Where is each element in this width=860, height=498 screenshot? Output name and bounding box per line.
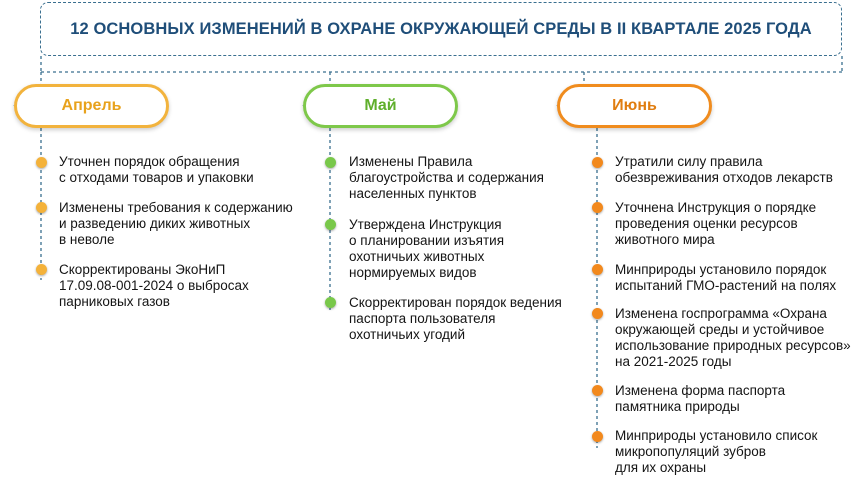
bullet-dot (592, 308, 603, 319)
bullet-dot (36, 157, 47, 168)
month-label-april: Апрель (61, 97, 122, 114)
june-item-5: Изменена форма паспорта памятника природы (615, 383, 786, 414)
may-item-1: Изменены Правила благоустройства и содержания населенных пунктов (349, 154, 544, 201)
bullet-dot (592, 385, 603, 396)
month-pill-april (14, 84, 169, 128)
bullet-dot (325, 219, 336, 230)
april-item-3: Скорректированы ЭкоНиП 17.09.08-001-2024 о выбросах парниковых газов (59, 262, 249, 309)
bullet-dot (592, 431, 603, 442)
month-label-may: Май (364, 97, 397, 114)
title-box (40, 2, 842, 56)
june-item-4: Изменена госпрограмма «Охрана окружающей среды и устойчивое использование природных ресурсов» на 2021-2025 годы (615, 306, 851, 369)
april-item-1: Уточнен порядок обращения с отходами товаров и упаковки (59, 154, 254, 185)
june-item-1: Утратили силу правила обезвреживания отходов лекарств (615, 154, 833, 185)
june-item-6: Минприроды установило список микропопуляций зубров для их охраны (615, 428, 818, 475)
may-item-3: Скорректирован порядок ведения паспорта пользователя охотничьих угодий (349, 295, 562, 342)
month-pill-june (557, 84, 712, 128)
bullet-dot (36, 202, 47, 213)
month-label-june: Июнь (612, 97, 657, 114)
bullet-dot (592, 264, 603, 275)
page-title: 12 ОСНОВНЫХ ИЗМЕНЕНИЙ В ОХРАНЕ ОКРУЖАЮЩЕЙ СРЕДЫ В II КВАРТАЛЕ 2025 ГОДА (70, 19, 812, 38)
bullet-dot (325, 297, 336, 308)
bullet-dot (592, 202, 603, 213)
june-item-3: Минприроды установило порядок испытаний ГМО-растений на полях (615, 262, 837, 293)
may-item-2: Утверждена Инструкция о планировании изъятия охотничьих животных нормируемых видов (349, 217, 504, 280)
bullet-dot (592, 157, 603, 168)
june-item-2: Уточнена Инструкция о порядке проведения оценки ресурсов животного мира (615, 200, 817, 247)
month-pill-may (303, 84, 458, 128)
bullet-dot (325, 157, 336, 168)
bullet-dot (36, 264, 47, 275)
april-item-2: Изменены требования к содержанию и разведению диких животных в неволе (59, 200, 293, 247)
